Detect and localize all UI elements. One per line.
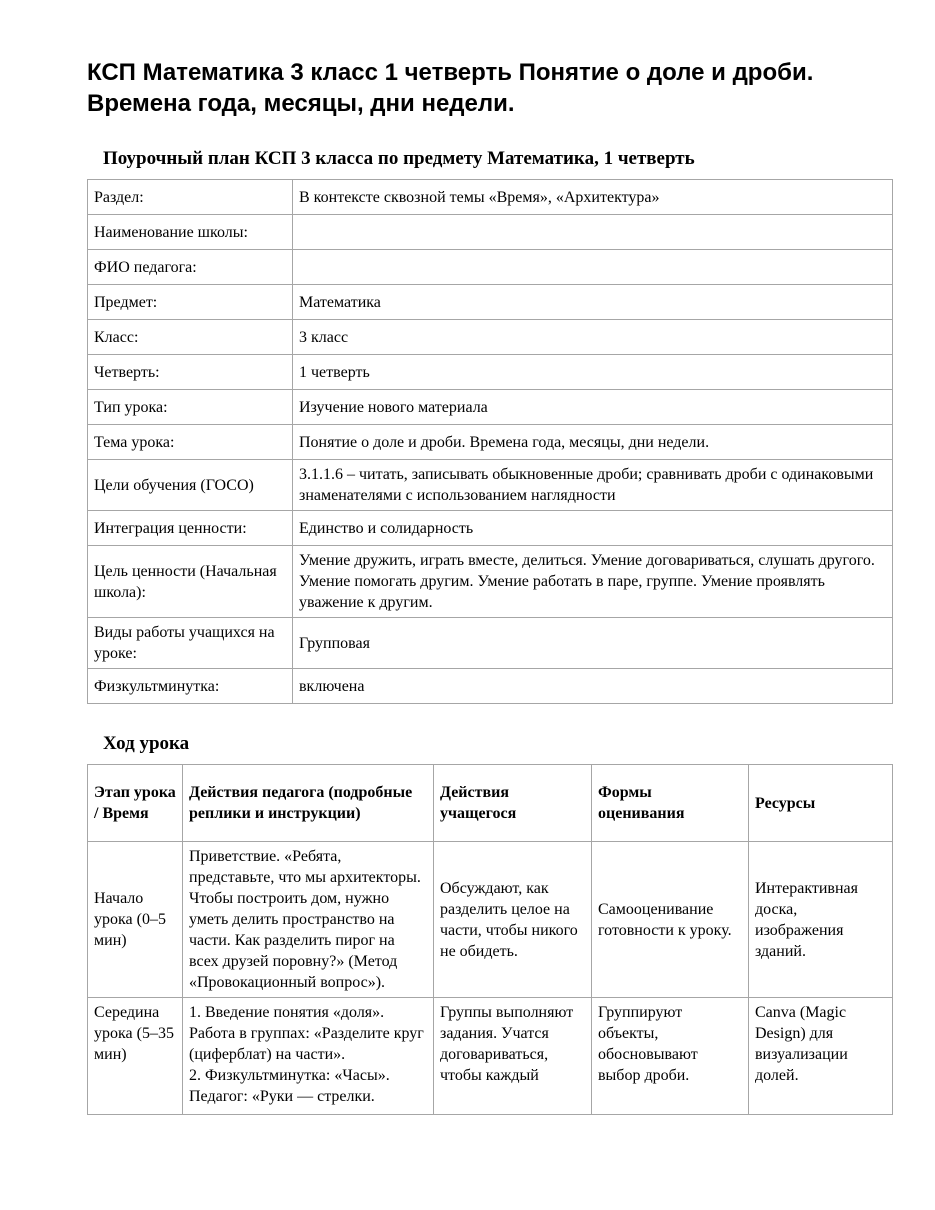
row-value: Единство и солидарность	[293, 511, 893, 546]
row-value	[293, 215, 893, 250]
info-table	[87, 179, 893, 704]
row-value: В контексте сквозной темы «Время», «Архитектура»	[293, 180, 893, 215]
header-teacher-actions: Действия педагога (подробные реплики и инструкции)	[183, 765, 434, 842]
header-assessment: Формы оценивания	[592, 765, 749, 842]
table-row	[88, 390, 893, 425]
row-label: Класс:	[88, 320, 293, 355]
student-actions-cell: Обсуждают, как разделить целое на части, чтобы никого не обидеть.	[434, 842, 592, 998]
row-label: Виды работы учащихся на уроке:	[88, 618, 293, 669]
table-row	[88, 320, 893, 355]
table-row	[88, 460, 893, 511]
table-row	[88, 842, 893, 998]
row-label: Наименование школы:	[88, 215, 293, 250]
table-header-row	[88, 765, 893, 842]
teacher-actions-cell: Приветствие. «Ребята, представьте, что мы архитекторы. Чтобы построить дом, нужно уметь делить пространство на части. Как разделить пирог на всех друзей поровну?» (Метод «Провокационный вопрос»).	[183, 842, 434, 998]
row-label: Четверть:	[88, 355, 293, 390]
plan-heading: Поурочный план КСП 3 класса по предмету Математика, 1 четверть	[103, 148, 695, 169]
assessment-cell: Самооценивание готовности к уроку.	[592, 842, 749, 998]
lesson-table	[87, 764, 893, 1115]
table-row	[88, 511, 893, 546]
resources-cell: Canva (Magic Design) для визуализации долей.	[749, 998, 893, 1115]
row-value: 1 четверть	[293, 355, 893, 390]
row-label: Цель ценности (Начальная школа):	[88, 546, 293, 618]
row-label: Тип урока:	[88, 390, 293, 425]
header-stage: Этап урока / Время	[88, 765, 183, 842]
teacher-step-1: 1. Введение понятия «доля». Работа в группах: «Разделите круг (циферблат) на части».	[189, 1004, 424, 1063]
stage-cell: Середина урока (5–35 мин)	[88, 998, 183, 1115]
row-label: Раздел:	[88, 180, 293, 215]
row-value: Математика	[293, 285, 893, 320]
table-row	[88, 669, 893, 704]
row-label: Тема урока:	[88, 425, 293, 460]
header-resources: Ресурсы	[749, 765, 893, 842]
row-label: Предмет:	[88, 285, 293, 320]
stage-cell: Начало урока (0–5 мин)	[88, 842, 183, 998]
table-row	[88, 215, 893, 250]
row-value: включена	[293, 669, 893, 704]
row-label: Цели обучения (ГОСО)	[88, 460, 293, 511]
resources-cell: Интерактивная доска, изображения зданий.	[749, 842, 893, 998]
lesson-heading: Ход урока	[103, 733, 190, 754]
row-value: 3 класс	[293, 320, 893, 355]
row-label: Физкультминутка:	[88, 669, 293, 704]
row-value: Групповая	[293, 618, 893, 669]
teacher-step-2: 2. Физкультминутка: «Часы». Педагог: «Руки — стрелки.	[189, 1067, 390, 1105]
row-value: Изучение нового материала	[293, 390, 893, 425]
row-value: Понятие о доле и дроби. Времена года, месяцы, дни недели.	[293, 425, 893, 460]
table-row	[88, 285, 893, 320]
table-row	[88, 250, 893, 285]
page-title: КСП Математика 3 класс 1 четверть Понятие о доле и дроби. Времена года, месяцы, дни недели.	[87, 59, 814, 117]
table-row	[88, 355, 893, 390]
row-label: ФИО педагога:	[88, 250, 293, 285]
table-row	[88, 180, 893, 215]
row-value: Умение дружить, играть вместе, делиться. Умение договариваться, слушать другого. Умение помогать другим. Умение работать в паре, группе. Умение проявлять уважение к другим.	[293, 546, 893, 618]
header-student-actions: Действия учащегося	[434, 765, 592, 842]
table-row	[88, 998, 893, 1115]
table-row	[88, 425, 893, 460]
table-row	[88, 546, 893, 618]
student-actions-cell: Группы выполняют задания. Учатся договариваться, чтобы каждый	[434, 998, 592, 1115]
row-value	[293, 250, 893, 285]
teacher-actions-cell	[183, 998, 434, 1115]
assessment-cell: Группируют объекты, обосновывают выбор дроби.	[592, 998, 749, 1115]
row-value: 3.1.1.6 – читать, записывать обыкновенные дроби; сравнивать дроби с одинаковыми знаменателями с использованием наглядности	[293, 460, 893, 511]
table-row	[88, 618, 893, 669]
row-label: Интеграция ценности:	[88, 511, 293, 546]
